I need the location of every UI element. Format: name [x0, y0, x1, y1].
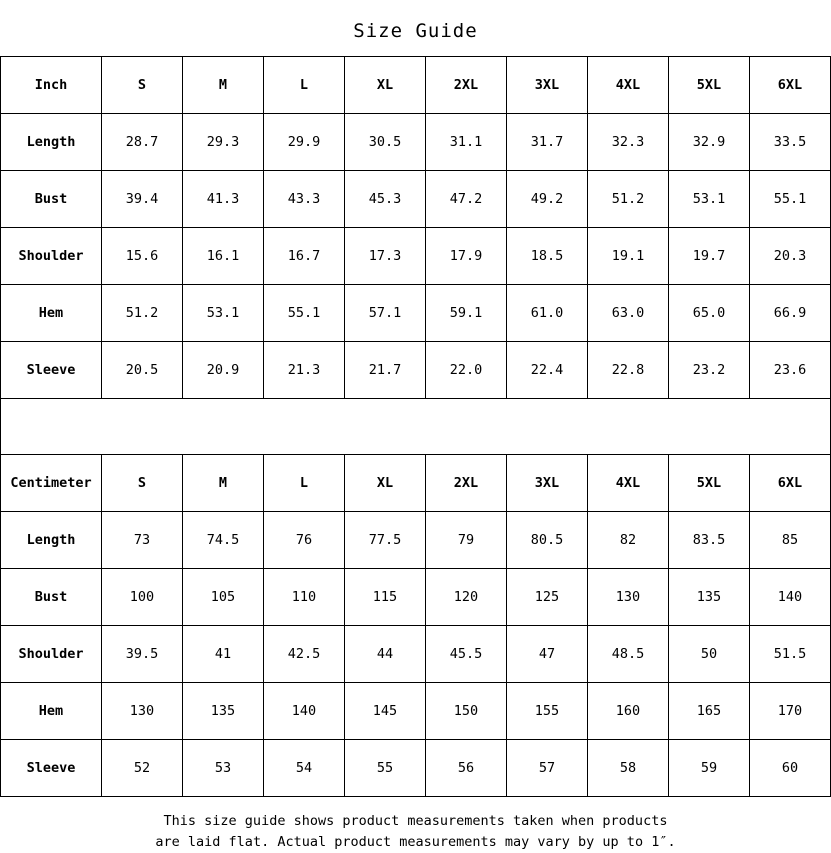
- measurement-cell: 105: [183, 569, 264, 626]
- measurement-cell: 85: [750, 512, 831, 569]
- measurement-cell: 125: [507, 569, 588, 626]
- size-table-centimeter: [0, 454, 831, 797]
- measurement-cell: 165: [669, 683, 750, 740]
- measurement-cell: 135: [669, 569, 750, 626]
- column-header-size: 2XL: [426, 455, 507, 512]
- measurement-cell: 58: [588, 740, 669, 797]
- measurement-cell: 43.3: [264, 171, 345, 228]
- measurement-cell: 56: [426, 740, 507, 797]
- table-row: [1, 740, 831, 797]
- column-header-size: 3XL: [507, 57, 588, 114]
- table-row: [1, 683, 831, 740]
- measurement-cell: 23.6: [750, 342, 831, 399]
- column-header-size: XL: [345, 455, 426, 512]
- measurement-cell: 39.4: [102, 171, 183, 228]
- measurement-cell: 22.0: [426, 342, 507, 399]
- measurement-cell: 42.5: [264, 626, 345, 683]
- table-row: [1, 626, 831, 683]
- measurement-cell: 41.3: [183, 171, 264, 228]
- measurement-cell: 15.6: [102, 228, 183, 285]
- measurement-cell: 140: [750, 569, 831, 626]
- note-line-1: This size guide shows product measurements taken when products: [163, 813, 668, 829]
- column-header-size: S: [102, 455, 183, 512]
- size-table-inch: [0, 56, 831, 399]
- measurement-cell: 41: [183, 626, 264, 683]
- measurement-cell: 47: [507, 626, 588, 683]
- measurement-cell: 59.1: [426, 285, 507, 342]
- row-label: Sleeve: [1, 342, 102, 399]
- row-label: Bust: [1, 171, 102, 228]
- measurement-cell: 51.2: [102, 285, 183, 342]
- measurement-cell: 135: [183, 683, 264, 740]
- measurement-cell: 160: [588, 683, 669, 740]
- measurement-cell: 21.7: [345, 342, 426, 399]
- measurement-cell: 60: [750, 740, 831, 797]
- measurement-cell: 61.0: [507, 285, 588, 342]
- measurement-cell: 45.3: [345, 171, 426, 228]
- column-header-size: M: [183, 455, 264, 512]
- measurement-cell: 48.5: [588, 626, 669, 683]
- measurement-cell: 59: [669, 740, 750, 797]
- measurement-cell: 73: [102, 512, 183, 569]
- page-title: Size Guide: [353, 20, 478, 42]
- measurement-cell: 19.1: [588, 228, 669, 285]
- table-row: [1, 228, 831, 285]
- measurement-cell: 83.5: [669, 512, 750, 569]
- measurement-cell: 110: [264, 569, 345, 626]
- column-header-size: 3XL: [507, 455, 588, 512]
- unit-label-centimeter: Centimeter: [1, 455, 102, 512]
- row-label: Hem: [1, 683, 102, 740]
- table-separator: [0, 399, 831, 454]
- measurement-cell: 21.3: [264, 342, 345, 399]
- measurement-cell: 16.1: [183, 228, 264, 285]
- measurement-cell: 76: [264, 512, 345, 569]
- row-label: Length: [1, 512, 102, 569]
- measurement-cell: 20.3: [750, 228, 831, 285]
- column-header-size: M: [183, 57, 264, 114]
- measurement-cell: 17.3: [345, 228, 426, 285]
- table-row: [1, 171, 831, 228]
- table-row: [1, 342, 831, 399]
- measurement-cell: 65.0: [669, 285, 750, 342]
- column-header-size: 4XL: [588, 57, 669, 114]
- measurement-cell: 74.5: [183, 512, 264, 569]
- measurement-cell: 47.2: [426, 171, 507, 228]
- table-header-row: [1, 455, 831, 512]
- column-header-size: XL: [345, 57, 426, 114]
- measurement-cell: 33.5: [750, 114, 831, 171]
- measurement-cell: 55: [345, 740, 426, 797]
- measurement-cell: 80.5: [507, 512, 588, 569]
- measurement-cell: 17.9: [426, 228, 507, 285]
- column-header-size: 6XL: [750, 57, 831, 114]
- measurement-cell: 30.5: [345, 114, 426, 171]
- measurement-cell: 55.1: [750, 171, 831, 228]
- measurement-cell: 130: [102, 683, 183, 740]
- measurement-cell: 170: [750, 683, 831, 740]
- measurement-cell: 150: [426, 683, 507, 740]
- measurement-cell: 18.5: [507, 228, 588, 285]
- measurement-cell: 23.2: [669, 342, 750, 399]
- column-header-size: L: [264, 57, 345, 114]
- measurement-cell: 29.9: [264, 114, 345, 171]
- measurement-cell: 115: [345, 569, 426, 626]
- row-label: Sleeve: [1, 740, 102, 797]
- measurement-cell: 32.9: [669, 114, 750, 171]
- unit-label-inch: Inch: [1, 57, 102, 114]
- row-label: Length: [1, 114, 102, 171]
- table-header-row: [1, 57, 831, 114]
- row-label: Hem: [1, 285, 102, 342]
- row-label: Shoulder: [1, 228, 102, 285]
- measurement-cell: 53.1: [669, 171, 750, 228]
- table-row: [1, 569, 831, 626]
- column-header-size: 5XL: [669, 455, 750, 512]
- measurement-cell: 45.5: [426, 626, 507, 683]
- measurement-cell: 79: [426, 512, 507, 569]
- measurement-cell: 52: [102, 740, 183, 797]
- measurement-cell: 140: [264, 683, 345, 740]
- row-label: Bust: [1, 569, 102, 626]
- measurement-cell: 53.1: [183, 285, 264, 342]
- note-line-2: are laid flat. Actual product measurements may vary by up to 1″.: [155, 834, 676, 850]
- measurement-cell: 53: [183, 740, 264, 797]
- measurement-cell: 32.3: [588, 114, 669, 171]
- measurement-cell: 31.7: [507, 114, 588, 171]
- column-header-size: 6XL: [750, 455, 831, 512]
- measurement-cell: 130: [588, 569, 669, 626]
- column-header-size: L: [264, 455, 345, 512]
- table-row: [1, 285, 831, 342]
- column-header-size: 5XL: [669, 57, 750, 114]
- measurement-cell: 19.7: [669, 228, 750, 285]
- size-guide-note: [0, 797, 831, 853]
- table-row: [1, 114, 831, 171]
- measurement-cell: 55.1: [264, 285, 345, 342]
- measurement-cell: 29.3: [183, 114, 264, 171]
- measurement-cell: 145: [345, 683, 426, 740]
- measurement-cell: 66.9: [750, 285, 831, 342]
- column-header-size: 2XL: [426, 57, 507, 114]
- column-header-size: 4XL: [588, 455, 669, 512]
- measurement-cell: 57: [507, 740, 588, 797]
- table-row: [1, 512, 831, 569]
- measurement-cell: 51.2: [588, 171, 669, 228]
- measurement-cell: 57.1: [345, 285, 426, 342]
- row-label: Shoulder: [1, 626, 102, 683]
- measurement-cell: 77.5: [345, 512, 426, 569]
- measurement-cell: 22.8: [588, 342, 669, 399]
- column-header-size: S: [102, 57, 183, 114]
- measurement-cell: 31.1: [426, 114, 507, 171]
- measurement-cell: 20.9: [183, 342, 264, 399]
- measurement-cell: 50: [669, 626, 750, 683]
- measurement-cell: 155: [507, 683, 588, 740]
- measurement-cell: 49.2: [507, 171, 588, 228]
- measurement-cell: 16.7: [264, 228, 345, 285]
- measurement-cell: 82: [588, 512, 669, 569]
- measurement-cell: 20.5: [102, 342, 183, 399]
- measurement-cell: 39.5: [102, 626, 183, 683]
- measurement-cell: 63.0: [588, 285, 669, 342]
- measurement-cell: 100: [102, 569, 183, 626]
- measurement-cell: 22.4: [507, 342, 588, 399]
- measurement-cell: 120: [426, 569, 507, 626]
- measurement-cell: 51.5: [750, 626, 831, 683]
- measurement-cell: 44: [345, 626, 426, 683]
- measurement-cell: 28.7: [102, 114, 183, 171]
- measurement-cell: 54: [264, 740, 345, 797]
